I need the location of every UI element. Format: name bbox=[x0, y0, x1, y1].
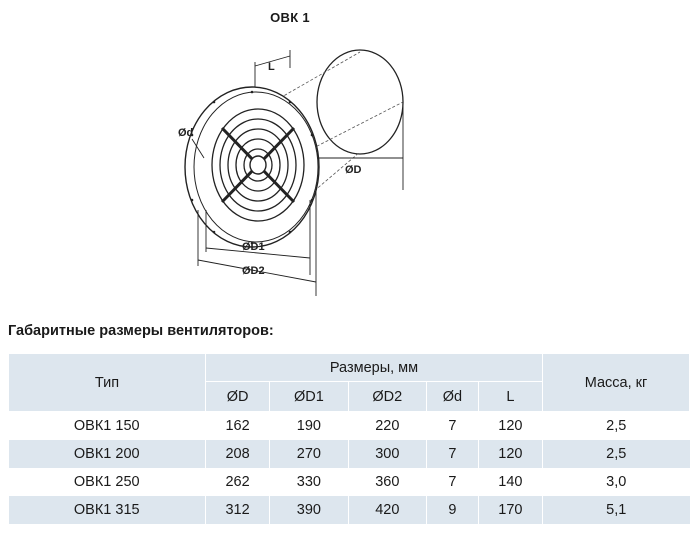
cell-d: 7 bbox=[427, 440, 479, 468]
label-L: L bbox=[268, 61, 275, 73]
header-type: Тип bbox=[9, 354, 206, 412]
cell-L: 120 bbox=[478, 412, 542, 441]
cell-D1: 190 bbox=[270, 412, 348, 441]
cell-type: ОВК1 250 bbox=[73, 474, 140, 490]
cell-D: 262 bbox=[206, 468, 270, 496]
model-title: ОВК 1 bbox=[270, 10, 310, 25]
label-D1: ØD1 bbox=[242, 241, 265, 253]
header-mass: Масса, кг bbox=[543, 354, 690, 412]
header-D1: ØD1 bbox=[270, 382, 348, 412]
cell-type: ОВК1 150 bbox=[73, 418, 140, 434]
label-d: Ød bbox=[178, 127, 194, 139]
dimensions-table bbox=[8, 353, 690, 524]
table-row bbox=[9, 440, 690, 468]
cell-d: 7 bbox=[427, 412, 479, 441]
cell-L: 170 bbox=[478, 496, 542, 524]
label-D2: ØD2 bbox=[242, 265, 265, 277]
cell-mass: 2,5 bbox=[543, 412, 690, 441]
label-D: ØD bbox=[345, 164, 362, 176]
cell-d: 9 bbox=[427, 496, 479, 524]
cell-D2: 220 bbox=[348, 412, 426, 441]
cell-D: 208 bbox=[206, 440, 270, 468]
header-d: Ød bbox=[427, 382, 479, 412]
cell-D: 162 bbox=[206, 412, 270, 441]
cell-d: 7 bbox=[427, 468, 479, 496]
cell-D2: 420 bbox=[348, 496, 426, 524]
fan-drawing-svg bbox=[170, 40, 430, 310]
cell-D2: 360 bbox=[348, 468, 426, 496]
cell-D1: 330 bbox=[270, 468, 348, 496]
cell-D2: 300 bbox=[348, 440, 426, 468]
cell-mass: 5,1 bbox=[543, 496, 690, 524]
table-row bbox=[9, 412, 690, 441]
cell-D1: 390 bbox=[270, 496, 348, 524]
section-heading: Габаритные размеры вентиляторов: bbox=[8, 323, 274, 339]
cell-type: ОВК1 315 bbox=[9, 496, 206, 524]
cell-type: ОВК1 200 bbox=[9, 440, 206, 468]
header-D2: ØD2 bbox=[348, 382, 426, 412]
duct-disc bbox=[317, 50, 403, 154]
header-dimensions-group: Размеры, мм bbox=[206, 354, 543, 382]
fan-dimension-drawing bbox=[170, 40, 430, 310]
cell-L: 120 bbox=[478, 440, 542, 468]
motor-hub bbox=[250, 156, 266, 174]
table-row bbox=[9, 496, 690, 524]
header-D: ØD bbox=[206, 382, 270, 412]
cell-D1: 270 bbox=[270, 440, 348, 468]
cell-D: 312 bbox=[206, 496, 270, 524]
cell-mass: 3,0 bbox=[543, 468, 690, 496]
table-row bbox=[9, 468, 690, 496]
header-L: L bbox=[478, 382, 542, 412]
cell-mass: 2,5 bbox=[543, 440, 690, 468]
cell-L: 140 bbox=[478, 468, 542, 496]
